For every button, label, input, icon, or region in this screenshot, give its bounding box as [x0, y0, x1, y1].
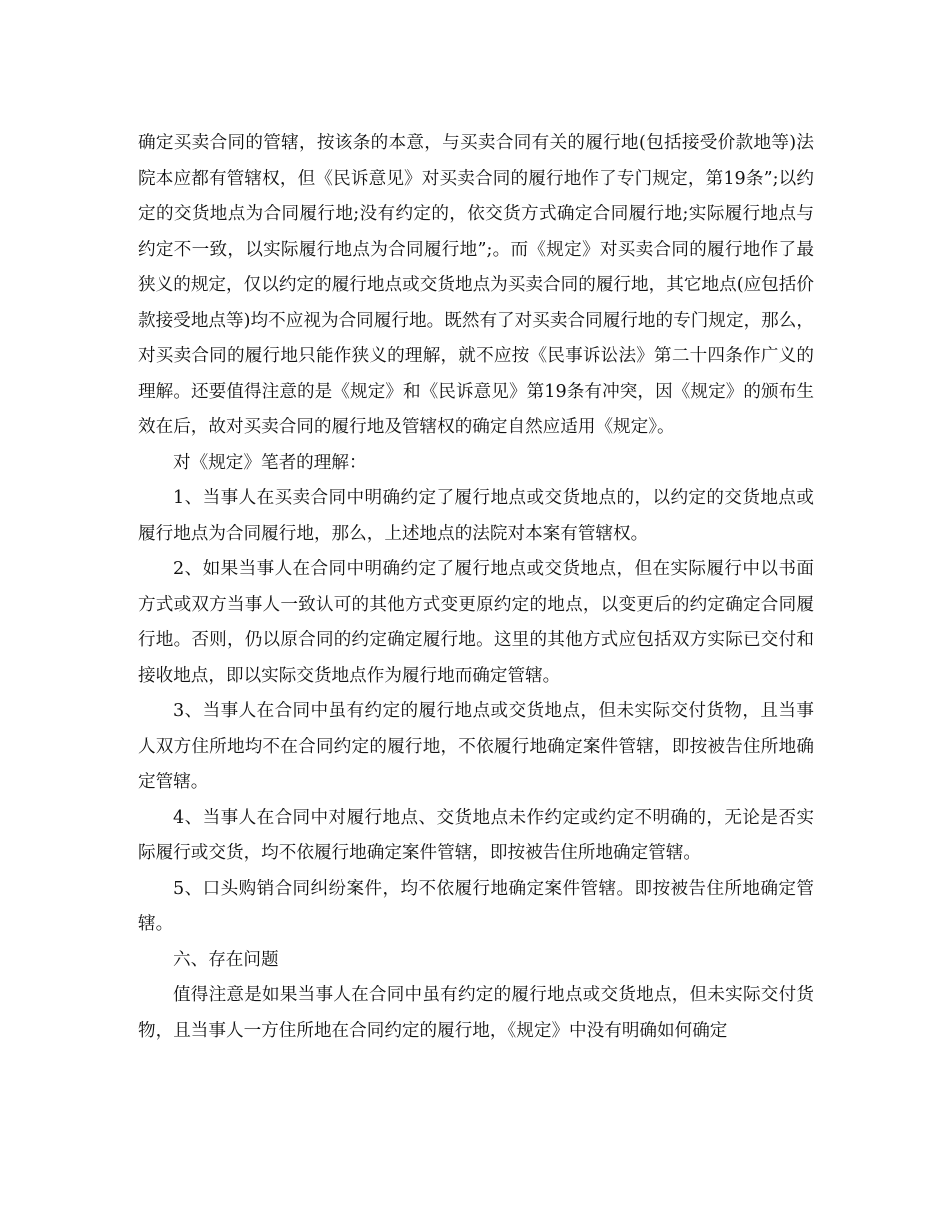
- paragraph-item-4: 4、当事人在合同中对履行地点、交货地点未作约定或约定不明确的，无论是否实际履行或交货，均不依履行地确定案件管辖，即按被告住所地确定管辖。: [138, 807, 814, 863]
- paragraph-item-2: 2、如果当事人在合同中明确约定了履行地点或交货地点，但在实际履行中以书面方式或双方当事人一致认可的其他方式变更原约定的地点，以变更后的约定确定合同履行地。否则，仍以原合同的约定确定履行地。这里的其他方式应包括双方实际已交付和接收地点，即以实际交货地点作为履行地而确定管辖。: [138, 559, 814, 686]
- paragraph-problem-note: 值得注意是如果当事人在合同中虽有约定的履行地点或交货地点，但未实际交付货物，且当事人一方住所地在合同约定的履行地，《规定》中没有明确如何确定: [138, 985, 814, 1041]
- paragraph-continuation: 确定买卖合同的管辖，按该条的本意，与买卖合同有关的履行地(包括接受价款地等)法院本应都有管辖权，但《民诉意见》对买卖合同的履行地作了专门规定，第19条”;以约定的交货地点为合同履行地;没有约定的，依交货方式确定合同履行地;实际履行地点与约定不一致，以实际履行地点为合同履行地”;。而《规定》对买卖合同的履行地作了最狭义的规定，仅以约定的履行地点或交货地点为买卖合同的履行地，其它地点(应包括价款接受地点等)均不应视为合同履行地。既然有了对买卖合同履行地的专门规定，那么，对买卖合同的履行地只能作狭义的理解，就不应按《民事诉讼法》第二十四条作广义的理解。还要值得注意的是《规定》和《民诉意见》第19条有冲突，因《规定》的颁布生效在后，故对买卖合同的履行地及管辖权的确定自然应适用《规定》。: [138, 133, 814, 437]
- paragraph-author-understanding: 对《规定》笔者的理解：: [173, 452, 367, 473]
- paragraph-item-3: 3、当事人在合同中虽有约定的履行地点或交货地点，但未实际交付货物，且当事人双方住所地均不在合同约定的履行地，不依履行地确定案件管辖，即按被告住所地确定管辖。: [138, 701, 814, 792]
- section-heading-problems: 六、存在问题: [173, 949, 279, 970]
- paragraph-item-5: 5、口头购销合同纠纷案件，均不依履行地确定案件管辖。即按被告住所地确定管辖。: [138, 878, 814, 934]
- paragraph-item-1: 1、当事人在买卖合同中明确约定了履行地点或交货地点的，以约定的交货地点或履行地点为合同履行地，那么，上述地点的法院对本案有管辖权。: [138, 488, 814, 544]
- document-body: [138, 126, 814, 1049]
